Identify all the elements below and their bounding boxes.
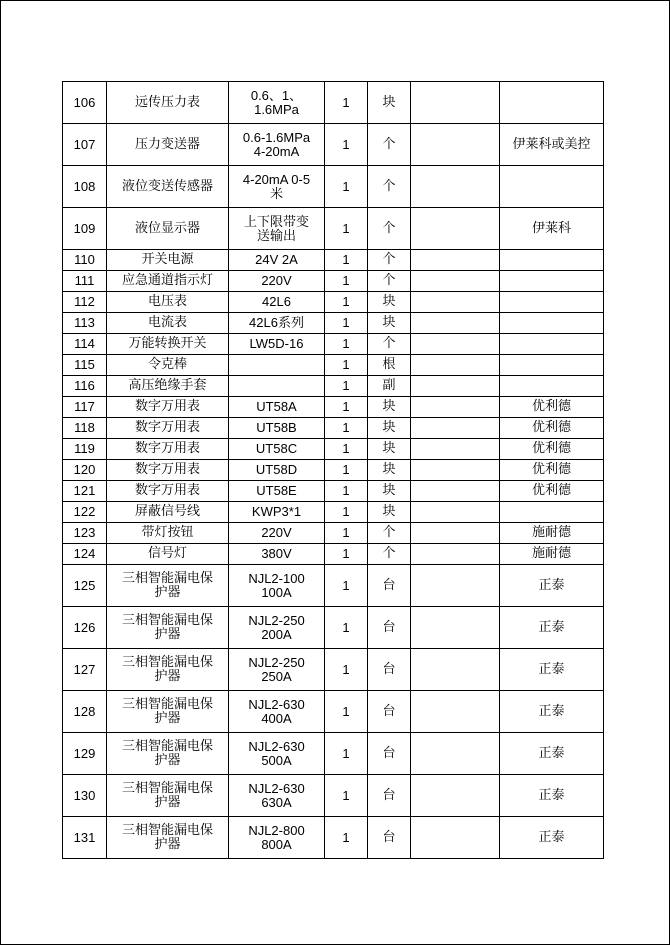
table-row bbox=[63, 292, 604, 313]
item-spec: 220V bbox=[229, 271, 325, 292]
row-number: 119 bbox=[63, 439, 107, 460]
table-body bbox=[63, 82, 604, 859]
item-name: 令克棒 bbox=[107, 355, 229, 376]
row-number: 115 bbox=[63, 355, 107, 376]
row-number: 130 bbox=[63, 775, 107, 817]
item-unit: 块 bbox=[368, 292, 411, 313]
item-name: 信号灯 bbox=[107, 544, 229, 565]
item-quantity: 1 bbox=[325, 355, 368, 376]
item-unit: 台 bbox=[368, 691, 411, 733]
table-row bbox=[63, 166, 604, 208]
table-row bbox=[63, 355, 604, 376]
item-brand: 施耐德 bbox=[500, 523, 604, 544]
row-number: 125 bbox=[63, 565, 107, 607]
table-row bbox=[63, 334, 604, 355]
item-brand bbox=[500, 502, 604, 523]
row-number: 116 bbox=[63, 376, 107, 397]
item-note bbox=[411, 565, 500, 607]
item-note bbox=[411, 124, 500, 166]
table-row bbox=[63, 649, 604, 691]
item-spec: NJL2-250 200A bbox=[229, 607, 325, 649]
item-quantity: 1 bbox=[325, 649, 368, 691]
item-quantity: 1 bbox=[325, 250, 368, 271]
item-name: 数字万用表 bbox=[107, 397, 229, 418]
item-spec: 24V 2A bbox=[229, 250, 325, 271]
item-unit: 块 bbox=[368, 460, 411, 481]
item-spec: UT58A bbox=[229, 397, 325, 418]
row-number: 114 bbox=[63, 334, 107, 355]
item-quantity: 1 bbox=[325, 334, 368, 355]
table-row bbox=[63, 397, 604, 418]
row-number: 111 bbox=[63, 271, 107, 292]
item-name: 压力变送器 bbox=[107, 124, 229, 166]
item-unit: 块 bbox=[368, 82, 411, 124]
item-unit: 块 bbox=[368, 397, 411, 418]
item-brand bbox=[500, 376, 604, 397]
item-brand: 正泰 bbox=[500, 733, 604, 775]
item-unit: 根 bbox=[368, 355, 411, 376]
item-quantity: 1 bbox=[325, 271, 368, 292]
item-unit: 台 bbox=[368, 775, 411, 817]
row-number: 113 bbox=[63, 313, 107, 334]
item-unit: 块 bbox=[368, 481, 411, 502]
item-name: 万能转换开关 bbox=[107, 334, 229, 355]
row-number: 126 bbox=[63, 607, 107, 649]
row-number: 108 bbox=[63, 166, 107, 208]
table-row bbox=[63, 460, 604, 481]
item-spec: UT58E bbox=[229, 481, 325, 502]
item-quantity: 1 bbox=[325, 733, 368, 775]
table-row bbox=[63, 82, 604, 124]
item-name: 液位显示器 bbox=[107, 208, 229, 250]
item-brand: 正泰 bbox=[500, 775, 604, 817]
row-number: 110 bbox=[63, 250, 107, 271]
item-note bbox=[411, 691, 500, 733]
item-spec: UT58D bbox=[229, 460, 325, 481]
item-note bbox=[411, 313, 500, 334]
row-number: 118 bbox=[63, 418, 107, 439]
row-number: 124 bbox=[63, 544, 107, 565]
item-unit: 台 bbox=[368, 817, 411, 859]
item-name: 数字万用表 bbox=[107, 439, 229, 460]
item-brand bbox=[500, 271, 604, 292]
item-quantity: 1 bbox=[325, 82, 368, 124]
item-quantity: 1 bbox=[325, 502, 368, 523]
item-unit: 个 bbox=[368, 544, 411, 565]
item-spec: UT58B bbox=[229, 418, 325, 439]
item-spec bbox=[229, 355, 325, 376]
item-unit: 个 bbox=[368, 334, 411, 355]
item-unit: 个 bbox=[368, 166, 411, 208]
item-name: 高压绝缘手套 bbox=[107, 376, 229, 397]
item-quantity: 1 bbox=[325, 607, 368, 649]
item-quantity: 1 bbox=[325, 397, 368, 418]
item-note bbox=[411, 397, 500, 418]
item-note bbox=[411, 439, 500, 460]
item-brand: 施耐德 bbox=[500, 544, 604, 565]
item-note bbox=[411, 607, 500, 649]
item-name: 三相智能漏电保 护器 bbox=[107, 649, 229, 691]
item-quantity: 1 bbox=[325, 817, 368, 859]
item-brand: 正泰 bbox=[500, 607, 604, 649]
item-name: 屏蔽信号线 bbox=[107, 502, 229, 523]
table-row bbox=[63, 502, 604, 523]
item-name: 远传压力表 bbox=[107, 82, 229, 124]
row-number: 121 bbox=[63, 481, 107, 502]
item-note bbox=[411, 460, 500, 481]
item-brand: 优利德 bbox=[500, 481, 604, 502]
table-row bbox=[63, 733, 604, 775]
item-brand: 伊莱科或美控 bbox=[500, 124, 604, 166]
equipment-table bbox=[62, 81, 604, 859]
item-brand: 正泰 bbox=[500, 817, 604, 859]
item-brand: 正泰 bbox=[500, 649, 604, 691]
table-row bbox=[63, 565, 604, 607]
row-number: 123 bbox=[63, 523, 107, 544]
item-name: 开关电源 bbox=[107, 250, 229, 271]
item-quantity: 1 bbox=[325, 292, 368, 313]
table-row bbox=[63, 376, 604, 397]
row-number: 112 bbox=[63, 292, 107, 313]
item-quantity: 1 bbox=[325, 523, 368, 544]
row-number: 122 bbox=[63, 502, 107, 523]
item-quantity: 1 bbox=[325, 376, 368, 397]
item-spec: KWP3*1 bbox=[229, 502, 325, 523]
table-row bbox=[63, 607, 604, 649]
item-spec: LW5D-16 bbox=[229, 334, 325, 355]
table-row bbox=[63, 250, 604, 271]
item-brand: 伊莱科 bbox=[500, 208, 604, 250]
item-spec: NJL2-800 800A bbox=[229, 817, 325, 859]
item-brand bbox=[500, 166, 604, 208]
item-spec: UT58C bbox=[229, 439, 325, 460]
item-name: 应急通道指示灯 bbox=[107, 271, 229, 292]
item-spec bbox=[229, 376, 325, 397]
item-note bbox=[411, 250, 500, 271]
item-spec: 380V bbox=[229, 544, 325, 565]
item-unit: 个 bbox=[368, 124, 411, 166]
row-number: 117 bbox=[63, 397, 107, 418]
item-unit: 台 bbox=[368, 607, 411, 649]
table-row bbox=[63, 271, 604, 292]
item-brand bbox=[500, 334, 604, 355]
item-note bbox=[411, 208, 500, 250]
item-note bbox=[411, 817, 500, 859]
table-row bbox=[63, 691, 604, 733]
item-brand bbox=[500, 355, 604, 376]
row-number: 127 bbox=[63, 649, 107, 691]
item-note bbox=[411, 166, 500, 208]
table-row bbox=[63, 439, 604, 460]
item-note bbox=[411, 544, 500, 565]
item-note bbox=[411, 775, 500, 817]
item-unit: 个 bbox=[368, 271, 411, 292]
item-name: 液位变送传感器 bbox=[107, 166, 229, 208]
item-name: 三相智能漏电保 护器 bbox=[107, 607, 229, 649]
item-quantity: 1 bbox=[325, 544, 368, 565]
table-row bbox=[63, 544, 604, 565]
item-spec: 42L6 bbox=[229, 292, 325, 313]
item-brand: 优利德 bbox=[500, 439, 604, 460]
item-quantity: 1 bbox=[325, 481, 368, 502]
row-number: 131 bbox=[63, 817, 107, 859]
item-unit: 块 bbox=[368, 418, 411, 439]
item-note bbox=[411, 733, 500, 775]
item-unit: 块 bbox=[368, 439, 411, 460]
row-number: 120 bbox=[63, 460, 107, 481]
item-note bbox=[411, 355, 500, 376]
item-note bbox=[411, 649, 500, 691]
item-unit: 台 bbox=[368, 733, 411, 775]
item-note bbox=[411, 481, 500, 502]
item-note bbox=[411, 292, 500, 313]
item-name: 数字万用表 bbox=[107, 481, 229, 502]
table-row bbox=[63, 418, 604, 439]
item-note bbox=[411, 376, 500, 397]
item-quantity: 1 bbox=[325, 313, 368, 334]
item-name: 三相智能漏电保 护器 bbox=[107, 733, 229, 775]
item-unit: 块 bbox=[368, 502, 411, 523]
item-unit: 台 bbox=[368, 649, 411, 691]
item-spec: 上下限带变 送输出 bbox=[229, 208, 325, 250]
item-spec: NJL2-630 500A bbox=[229, 733, 325, 775]
item-unit: 个 bbox=[368, 523, 411, 544]
item-note bbox=[411, 271, 500, 292]
item-unit: 个 bbox=[368, 250, 411, 271]
row-number: 107 bbox=[63, 124, 107, 166]
item-brand: 优利德 bbox=[500, 418, 604, 439]
row-number: 106 bbox=[63, 82, 107, 124]
item-spec: 220V bbox=[229, 523, 325, 544]
table-row bbox=[63, 208, 604, 250]
item-brand: 正泰 bbox=[500, 691, 604, 733]
item-spec: 42L6系列 bbox=[229, 313, 325, 334]
item-brand bbox=[500, 250, 604, 271]
item-spec: NJL2-630 630A bbox=[229, 775, 325, 817]
item-note bbox=[411, 502, 500, 523]
item-name: 数字万用表 bbox=[107, 418, 229, 439]
item-note bbox=[411, 334, 500, 355]
item-quantity: 1 bbox=[325, 691, 368, 733]
item-spec: 0.6、1、 1.6MPa bbox=[229, 82, 325, 124]
item-note bbox=[411, 418, 500, 439]
table-row bbox=[63, 313, 604, 334]
table-row bbox=[63, 523, 604, 544]
item-unit: 副 bbox=[368, 376, 411, 397]
item-spec: NJL2-100 100A bbox=[229, 565, 325, 607]
item-name: 三相智能漏电保 护器 bbox=[107, 817, 229, 859]
item-note bbox=[411, 82, 500, 124]
item-quantity: 1 bbox=[325, 166, 368, 208]
item-spec: 0.6-1.6MPa 4-20mA bbox=[229, 124, 325, 166]
item-brand: 正泰 bbox=[500, 565, 604, 607]
item-name: 三相智能漏电保 护器 bbox=[107, 691, 229, 733]
table-row bbox=[63, 817, 604, 859]
item-quantity: 1 bbox=[325, 565, 368, 607]
table-row bbox=[63, 775, 604, 817]
item-quantity: 1 bbox=[325, 418, 368, 439]
item-quantity: 1 bbox=[325, 439, 368, 460]
item-spec: NJL2-630 400A bbox=[229, 691, 325, 733]
item-quantity: 1 bbox=[325, 460, 368, 481]
item-brand bbox=[500, 313, 604, 334]
item-quantity: 1 bbox=[325, 208, 368, 250]
item-unit: 台 bbox=[368, 565, 411, 607]
item-quantity: 1 bbox=[325, 775, 368, 817]
item-spec: 4-20mA 0-5 米 bbox=[229, 166, 325, 208]
table-row bbox=[63, 481, 604, 502]
item-brand bbox=[500, 292, 604, 313]
row-number: 128 bbox=[63, 691, 107, 733]
item-name: 数字万用表 bbox=[107, 460, 229, 481]
item-note bbox=[411, 523, 500, 544]
row-number: 109 bbox=[63, 208, 107, 250]
item-name: 三相智能漏电保 护器 bbox=[107, 775, 229, 817]
row-number: 129 bbox=[63, 733, 107, 775]
item-brand: 优利德 bbox=[500, 397, 604, 418]
item-name: 电压表 bbox=[107, 292, 229, 313]
table-row bbox=[63, 124, 604, 166]
item-unit: 个 bbox=[368, 208, 411, 250]
item-brand: 优利德 bbox=[500, 460, 604, 481]
item-name: 三相智能漏电保 护器 bbox=[107, 565, 229, 607]
item-name: 电流表 bbox=[107, 313, 229, 334]
item-spec: NJL2-250 250A bbox=[229, 649, 325, 691]
item-quantity: 1 bbox=[325, 124, 368, 166]
item-unit: 块 bbox=[368, 313, 411, 334]
item-name: 带灯按钮 bbox=[107, 523, 229, 544]
item-brand bbox=[500, 82, 604, 124]
